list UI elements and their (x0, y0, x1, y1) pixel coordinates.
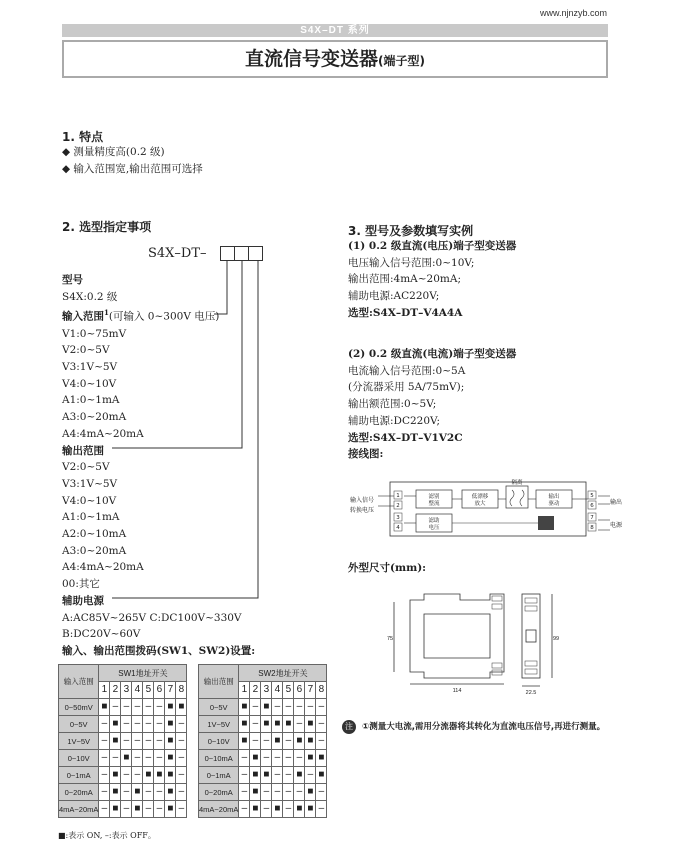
switch-cell: – (110, 750, 121, 767)
switch-cell: – (272, 767, 283, 784)
table-row (199, 699, 327, 716)
row-label: 0~5V (59, 716, 99, 733)
switch-cell: – (110, 699, 121, 716)
switch-col: 8 (176, 682, 187, 699)
switch-cell: – (261, 784, 272, 801)
table-title: SW2地址开关 (239, 665, 327, 682)
switch-cell: ■ (305, 784, 316, 801)
examples-heading: 3. 型号及参数填写实例 (348, 224, 474, 238)
switch-cell: – (132, 699, 143, 716)
switch-cell: – (99, 716, 110, 733)
row-label: 0~5V (199, 699, 239, 716)
table-row (59, 784, 187, 801)
model-prefix: S4X–DT– (148, 246, 207, 261)
switch-cell: – (294, 699, 305, 716)
svg-text:2: 2 (396, 503, 400, 509)
switch-col: 6 (154, 682, 165, 699)
input-label: 输入范围 (62, 310, 104, 323)
example-1 (348, 238, 516, 322)
switch-cell: ■ (305, 716, 316, 733)
b5-line2: 电压 (428, 525, 440, 531)
switch-cell: ■ (165, 750, 176, 767)
svg-text:4: 4 (396, 525, 400, 531)
switch-cell: – (283, 767, 294, 784)
wiring-diagram (348, 476, 628, 542)
diamond-icon: ◆ (62, 162, 71, 175)
power-label: 辅助电源 (62, 594, 104, 607)
switch-cell: ■ (250, 801, 261, 818)
dims-label: 外型尺寸(mm): (348, 562, 427, 574)
switch-cell: ■ (165, 733, 176, 750)
switch-cell: – (121, 733, 132, 750)
block-isolation (506, 486, 528, 508)
switch-cell: ■ (99, 699, 110, 716)
switch-cell: ■ (305, 733, 316, 750)
input-item: A3:0~20mA (62, 411, 127, 424)
switch-cell: ■ (239, 733, 250, 750)
switch-col: 4 (272, 682, 283, 699)
output-items (62, 459, 255, 593)
wire-out-label: 输出 (610, 499, 623, 506)
title-main: 直流信号变送器 (245, 48, 379, 70)
dim-width: 114 (452, 688, 462, 694)
series-bar: S4X–DT 系列 (62, 24, 608, 37)
svg-text:7: 7 (590, 515, 594, 521)
selection-heading: 2. 选型指定事项 (62, 220, 152, 234)
switch-cell: – (261, 733, 272, 750)
switch-col: 1 (239, 682, 250, 699)
row-label: 0~1mA (59, 767, 99, 784)
switch-cell: ■ (110, 767, 121, 784)
example-2 (348, 346, 516, 463)
input-note: (可输入 0~300V 电压) (108, 310, 220, 323)
switch-cell: – (143, 699, 154, 716)
wire-in-label2: 转换电压 (350, 507, 375, 514)
b4-line1: 输出 (548, 494, 560, 500)
switch-cell: – (99, 767, 110, 784)
example-line: 输出额范围:0~5V; (348, 398, 437, 411)
input-items (62, 326, 255, 443)
switch-cell: ■ (316, 767, 327, 784)
title-sub: (端子型) (378, 54, 425, 68)
switch-cell: – (132, 716, 143, 733)
switch-cell: – (316, 699, 327, 716)
switch-cell: ■ (283, 716, 294, 733)
switch-cell: ■ (250, 784, 261, 801)
table-row (199, 716, 327, 733)
switch-cell: – (99, 733, 110, 750)
type-value: S4X:0.2 级 (62, 290, 118, 303)
switch-cell: ■ (110, 784, 121, 801)
sw1-table-wrap (58, 664, 187, 818)
switch-cell: – (154, 716, 165, 733)
switch-cell: ■ (261, 699, 272, 716)
switch-col: 2 (110, 682, 121, 699)
switch-cell: ■ (165, 716, 176, 733)
example-model: 选型:S4X–DT–V1V2C (348, 431, 463, 444)
switch-cell: ■ (250, 750, 261, 767)
switch-cell: – (176, 716, 187, 733)
switch-cell: – (294, 750, 305, 767)
switch-cell: ■ (272, 733, 283, 750)
switch-cell: ■ (176, 699, 187, 716)
output-item: V4:0~10V (62, 494, 117, 507)
switch-cell: – (261, 750, 272, 767)
example-line: 辅助电源:AC220V; (348, 290, 440, 303)
switch-cell: ■ (305, 801, 316, 818)
input-sup: 1 (104, 308, 109, 318)
switch-cell: – (143, 716, 154, 733)
b1-line1: 滤别 (428, 494, 440, 500)
table-row (59, 699, 187, 716)
switch-cell: – (176, 767, 187, 784)
switch-cell: – (239, 767, 250, 784)
row-label: 1V~5V (199, 716, 239, 733)
example-line: 电压输入信号范围:0~10V; (348, 256, 475, 269)
output-item: A2:0~10mA (62, 528, 127, 541)
switch-cell: – (294, 784, 305, 801)
switch-cell: – (272, 784, 283, 801)
switch-cell: ■ (110, 801, 121, 818)
switch-cell: ■ (261, 767, 272, 784)
selection-list (62, 272, 255, 660)
switch-cell: ■ (121, 750, 132, 767)
switch-cell: – (176, 784, 187, 801)
switch-col: 4 (132, 682, 143, 699)
diamond-icon: ◆ (62, 146, 71, 158)
switch-cell: ■ (316, 750, 327, 767)
switch-cell: – (154, 699, 165, 716)
switch-cell: – (154, 801, 165, 818)
features-heading: 1. 特点 (62, 130, 104, 144)
output-item: A4:4mA~20mA (62, 561, 144, 574)
switch-col: 6 (294, 682, 305, 699)
table-row (199, 801, 327, 818)
wire-power-label: 电源 (610, 522, 623, 529)
switch-cell: – (272, 699, 283, 716)
note-icon: 注 (342, 720, 356, 734)
switch-cell: – (121, 784, 132, 801)
output-item: 00:其它 (62, 578, 100, 591)
switch-col: 7 (165, 682, 176, 699)
row-label: 4mA~20mA (199, 801, 239, 818)
switch-cell: ■ (165, 699, 176, 716)
b4-line2: 驱动 (548, 501, 560, 507)
switch-cell: – (316, 733, 327, 750)
switch-cell: ■ (143, 767, 154, 784)
switch-cell: – (305, 767, 316, 784)
switch-cell: – (250, 733, 261, 750)
table-row (59, 801, 187, 818)
switch-cell: – (261, 801, 272, 818)
switch-cell: – (154, 750, 165, 767)
output-item: V3:1V~5V (62, 477, 118, 490)
row-label: 0~1mA (199, 767, 239, 784)
switch-cell: ■ (110, 733, 121, 750)
switch-cell: – (176, 750, 187, 767)
switch-cell: – (250, 699, 261, 716)
table-corner: 输出范围 (199, 665, 239, 699)
svg-text:1: 1 (396, 493, 400, 499)
switch-cell: – (305, 699, 316, 716)
switch-cell: – (239, 801, 250, 818)
switch-cell: – (283, 801, 294, 818)
input-item: V1:0~75mV (62, 327, 127, 340)
b2-line1: 低漂移 (471, 494, 489, 500)
output-item: A1:0~1mA (62, 511, 120, 524)
switch-cell: ■ (272, 801, 283, 818)
site-url: www.njnzyb.com (540, 8, 608, 18)
switch-cell: – (283, 750, 294, 767)
switch-cell: – (99, 801, 110, 818)
switch-cell: ■ (165, 801, 176, 818)
switch-heading: 输入、输出范围拨码(SW1、SW2)设置: (62, 644, 256, 657)
row-label: 0~10V (59, 750, 99, 767)
switch-cell: ■ (132, 784, 143, 801)
example-title: (2) 0.2 级直流(电流)端子型变送器 (348, 348, 517, 360)
row-label: 0~20mA (199, 784, 239, 801)
row-label: 0~10V (199, 733, 239, 750)
row-label: 0~10mA (199, 750, 239, 767)
switch-cell: – (176, 801, 187, 818)
b1-line2: 整流 (428, 501, 440, 507)
output-label: 输出范围 (62, 444, 104, 457)
transformer-block (538, 516, 554, 530)
switch-cell: – (294, 716, 305, 733)
table-row (199, 767, 327, 784)
b5-line1: 滤助 (428, 518, 440, 524)
switch-col: 8 (316, 682, 327, 699)
switch-cell: ■ (294, 767, 305, 784)
housing-end-view (522, 594, 540, 678)
power-item: B:DC20V~60V (62, 628, 141, 641)
switch-cell: – (132, 767, 143, 784)
svg-text:8: 8 (590, 525, 594, 531)
svg-text:5: 5 (590, 493, 594, 499)
power-item: A:AC85V~265V C:DC100V~330V (62, 611, 242, 624)
output-item: A3:0~20mA (62, 544, 127, 557)
switch-cell: ■ (165, 767, 176, 784)
switch-col: 3 (121, 682, 132, 699)
input-item: V4:0~10V (62, 377, 117, 390)
switch-legend: ■:表示 ON, –:表示 OFF。 (58, 831, 156, 840)
dim-end: 22.5 (525, 690, 537, 696)
table-row (199, 733, 327, 750)
svg-text:3: 3 (396, 515, 400, 521)
table-row (199, 750, 327, 767)
svg-text:6: 6 (590, 503, 594, 509)
input-item: A1:0~1mA (62, 394, 120, 407)
table-corner: 输入范围 (59, 665, 99, 699)
switch-col: 5 (143, 682, 154, 699)
b3-label: 隔离 (511, 480, 523, 486)
switch-cell: – (283, 733, 294, 750)
switch-cell: – (121, 716, 132, 733)
switch-cell: – (176, 733, 187, 750)
example-line: (分流器采用 5A/75mV); (348, 381, 465, 394)
example-title: (1) 0.2 级直流(电压)端子型变送器 (348, 240, 517, 252)
dimension-drawing (380, 584, 560, 696)
switch-cell: – (250, 716, 261, 733)
output-item: V2:0~5V (62, 461, 110, 474)
switch-cell: – (316, 784, 327, 801)
switch-cell: – (143, 750, 154, 767)
row-label: 1V~5V (59, 733, 99, 750)
switch-cell: – (272, 750, 283, 767)
switch-cell: – (132, 750, 143, 767)
sw2-table-wrap (198, 664, 327, 818)
sw2-table (198, 664, 327, 818)
switch-col: 1 (99, 682, 110, 699)
switch-cell: – (99, 750, 110, 767)
feature-text: 测量精度高(0.2 级) (73, 146, 165, 158)
switch-cell: – (154, 784, 165, 801)
switch-cell: ■ (165, 784, 176, 801)
switch-cell: – (143, 801, 154, 818)
switch-cell: ■ (294, 801, 305, 818)
switch-cell: – (132, 733, 143, 750)
example-line: 电流输入信号范围:0~5A (348, 364, 466, 377)
example-line: 辅助电源:DC220V; (348, 414, 441, 427)
dim-height: 75 (386, 636, 394, 642)
switch-cell: ■ (239, 716, 250, 733)
switch-cell: ■ (294, 733, 305, 750)
switch-cell: ■ (261, 716, 272, 733)
switch-cell: – (143, 784, 154, 801)
input-item: V3:1V~5V (62, 361, 118, 374)
input-label-row (62, 305, 255, 325)
example-line: 输出范围:4mA~20mA; (348, 273, 461, 286)
switch-cell: – (99, 784, 110, 801)
switch-cell: – (121, 801, 132, 818)
switch-cell: – (121, 699, 132, 716)
switch-cell: – (316, 801, 327, 818)
switch-cell: – (121, 767, 132, 784)
type-label: 型号 (62, 274, 83, 286)
switch-cell: – (143, 733, 154, 750)
table-row (59, 750, 187, 767)
table-row (59, 733, 187, 750)
switch-cell: – (283, 784, 294, 801)
switch-cell: ■ (239, 699, 250, 716)
dim-depth: 99 (552, 636, 560, 642)
switch-col: 7 (305, 682, 316, 699)
table-row (59, 716, 187, 733)
table-title: SW1地址开关 (99, 665, 187, 682)
row-label: 0~50mV (59, 699, 99, 716)
switch-cell: – (239, 784, 250, 801)
switch-cell: ■ (110, 716, 121, 733)
b2-line2: 放大 (474, 501, 486, 507)
switch-col: 2 (250, 682, 261, 699)
wire-in-label: 输入信号 (350, 497, 375, 504)
input-item: A4:4mA~20mA (62, 427, 144, 440)
switch-col: 3 (261, 682, 272, 699)
example-model: 选型:S4X–DT–V4A4A (348, 306, 463, 319)
row-label: 4mA~20mA (59, 801, 99, 818)
table-row (199, 784, 327, 801)
switch-cell: ■ (250, 767, 261, 784)
switch-cell: – (283, 699, 294, 716)
switch-cell: ■ (154, 767, 165, 784)
feature-text: 输入范围宽,输出范围可选择 (73, 162, 203, 175)
table-row (59, 767, 187, 784)
switch-cell: ■ (305, 750, 316, 767)
switch-col: 5 (283, 682, 294, 699)
switch-cell: ■ (132, 801, 143, 818)
switch-cell: – (154, 733, 165, 750)
switch-cell: – (316, 716, 327, 733)
wiring-label: 接线图: (348, 448, 384, 461)
switch-cell: ■ (272, 716, 283, 733)
sw1-table (58, 664, 187, 818)
input-item: V2:0~5V (62, 344, 110, 357)
switch-cell: – (239, 750, 250, 767)
row-label: 0~20mA (59, 784, 99, 801)
note-text: ①测量大电流,需用分流器将其转化为直流电压信号,再进行测量。 (362, 722, 606, 732)
